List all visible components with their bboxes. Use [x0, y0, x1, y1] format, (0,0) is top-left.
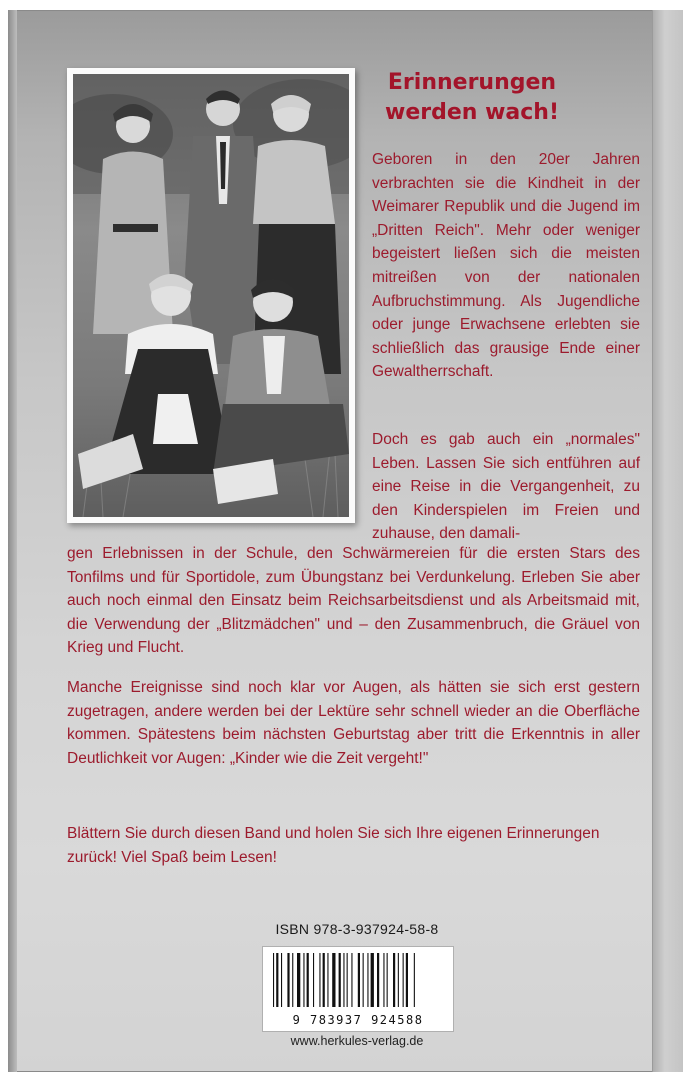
barcode-digits: 9 783937 924588 [292, 1013, 424, 1027]
isbn-barcode [262, 946, 454, 1032]
barcode-bar [371, 953, 374, 1007]
barcode-bar [307, 953, 309, 1007]
barcode-bar [393, 953, 395, 1007]
barcode-bar [406, 953, 408, 1007]
barcode-bar [387, 953, 388, 1007]
barcode-bar [323, 953, 325, 1007]
barcode-bar [377, 953, 379, 1007]
barcode-bar [358, 953, 360, 1007]
barcode-bar [303, 953, 304, 1007]
barcode-bar [319, 953, 320, 1007]
cover-heading: Erinnerungen werden wach! [385, 70, 559, 125]
historical-group-photo [67, 68, 355, 523]
book-spine-edge [8, 10, 17, 1072]
intro-paragraph: Geboren in den 20er Jahren verbrachten sie die Kindheit in der Weimarer Republik und die Jugend im „Dritten Reich". Mehr oder weniger begeistert ließen sich die meisten mitreißen von der nationalen Aufbruchstimmung. Als Jugendliche oder junge Erwachsene erlebten sie schließlich das grausige Ende einer Gewaltherrschaft. [372, 151, 640, 381]
barcode-bar [347, 953, 348, 1007]
second-paragraph-continued: gen Erlebnissen in der Schule, den Schwärmereien für die ersten Stars des Tonfilms und für Sportidole, zum Übungstanz bei Verdunkelung. Erleben Sie aber auch noch einmal den Einsatz beim Reichsarbeitsdienst und als Arbeitsmaid mit, die Verwendung der „Blitzmädchen" und – den Zusammenbruch, die Gräuel von Krieg und Flucht. [67, 545, 640, 657]
barcode-bar [287, 953, 289, 1007]
publisher-website: www.herkules-verlag.de [290, 1034, 424, 1048]
barcode-bar [276, 953, 278, 1007]
barcode-bar [313, 953, 314, 1007]
third-paragraph: Manche Ereignisse sind noch klar vor Augen, als hätten sie sich erst gestern zugetragen, andere werden bei der Lektüre sehr schnell wieder an die Oberfläche kommen. Spätestens beim nächsten Geburtstag aber tritt die Erkenntnis in aller Deutlichkeit vor Augen: „Kinder wie die Zeit vergeht!" [67, 679, 640, 767]
barcode-bar [363, 953, 364, 1007]
barcode-bar [403, 953, 404, 1007]
barcode-bar [327, 953, 328, 1007]
barcode-bar [292, 953, 293, 1007]
second-paragraph-start: Doch es gab auch ein „normales" Leben. Lassen Sie sich entführen auf eine Reise in die Vergangenheit, zu den Kinderspielen im Freien und zuhause, den damali- [372, 431, 640, 543]
barcode-bar [398, 953, 399, 1007]
barcode-bar [273, 953, 274, 1007]
barcode-bar [351, 953, 352, 1007]
barcode-bar [339, 953, 341, 1007]
barcode-bar [332, 953, 335, 1007]
closing-paragraph: Blättern Sie durch diesen Band und holen Sie sich Ihre eigenen Erinnerungen zurück! Viel Spaß beim Lesen! [67, 825, 600, 866]
barcode-bar [383, 953, 384, 1007]
barcode-bars [271, 953, 445, 1007]
barcode-bar [367, 953, 368, 1007]
barcode-bar [414, 953, 415, 1007]
barcode-bar [281, 953, 282, 1007]
barcode-bar [297, 953, 300, 1007]
isbn-text: ISBN 978-3-937924-58-8 [275, 921, 439, 937]
barcode-bar [343, 953, 344, 1007]
book-page-edge [652, 10, 683, 1072]
